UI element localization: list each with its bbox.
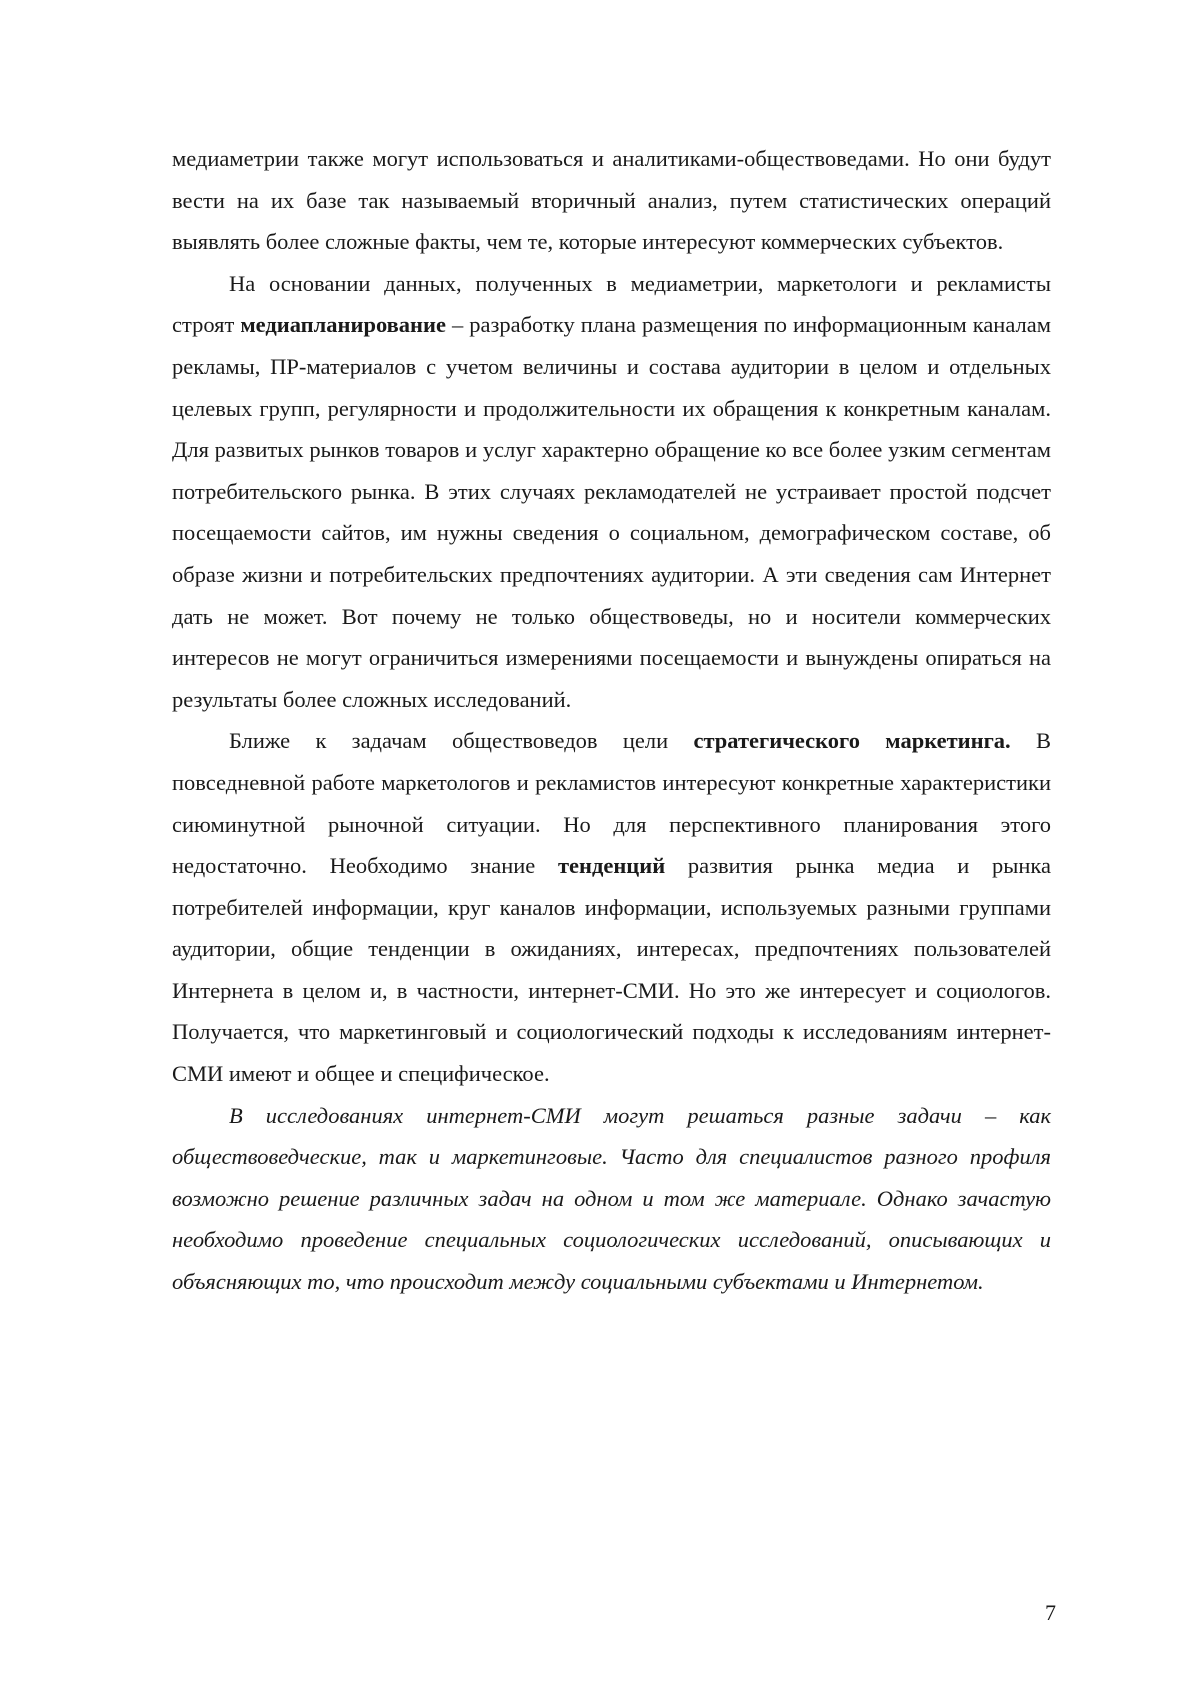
paragraph-mediametry-secondary-analysis <box>172 138 1051 263</box>
term-tendencies: тенденций <box>557 853 666 879</box>
paragraph-text: – разработку плана размещения по информационным каналам рекламы, ПР-материалов с учетом величины и состава аудитории в целом и отдельных целевых групп, регулярности и продолжительности их обращения к конкретным каналам. Для развитых рынков товаров и услуг характерно обращение ко все более узким сегментам потребительского рынка. В этих случаях рекламодателей не устраивает простой подсчет посещаемости сайтов, им нужны сведения о социальном, демографическом составе, об образе жизни и потребительских предпочтениях аудитории. А эти сведения сам Интернет дать не может. Вот почему не только обществоведы, но и носители коммерческих интересов не могут ограничиться измерениями посещаемости и вынуждены опираться на результаты более сложных исследований. <box>172 312 1051 712</box>
paragraph-strategic-marketing <box>172 720 1051 1094</box>
paragraph-text: развития рынка медиа и рынка потребителей информации, круг каналов информации, используемых разными группами аудитории, общие тенденции в ожиданиях, интересах, предпочтениях пользователей Интернета в целом и, в частности, интернет-СМИ. Но это же интересует и социологов. Получается, что маркетинговый и социологический подходы к исследованиям интернет-СМИ имеют и общее и специфическое. <box>172 853 1051 1087</box>
paragraph-text: На основании данных, полученных в медиаметрии, маркетологи и рекламисты строят <box>172 270 1051 338</box>
paragraph-text: В исследованиях интернет-СМИ могут решаться разные задачи – как обществоведческие, так и маркетинговые. Часто для специалистов разного профиля возможно решение различных задач на одном и том же материале. Однако зачастую необходимо проведение специальных социологических исследований, описывающих и объясняющих то, что происходит между социальными субъектами и Интернетом. <box>172 1102 1051 1295</box>
document-page <box>172 138 1051 1303</box>
page-number: 7 <box>1045 1600 1056 1625</box>
paragraph-media-planning <box>172 263 1051 721</box>
term-strategic-marketing: стратегического маркетинга. <box>693 728 1011 754</box>
paragraph-text: В повседневной работе маркетологов и рекламистов интересуют конкретные характеристики сиюминутной рыночной ситуации. Но для перспективного планирования этого недостаточно. Необходимо знание <box>172 728 1051 879</box>
paragraph-text: медиаметрии также могут использоваться и аналитиками-обществоведами. Но они будут вести на их базе так называемый вторичный анализ, путем статистических операций выявлять более сложные факты, чем те, которые интересуют коммерческих субъектов. <box>172 146 1051 255</box>
term-media-planning: медиапланирование <box>240 312 446 338</box>
paragraph-research-tasks-italic <box>172 1095 1051 1303</box>
paragraph-text: Ближе к задачам обществоведов цели <box>229 728 694 754</box>
